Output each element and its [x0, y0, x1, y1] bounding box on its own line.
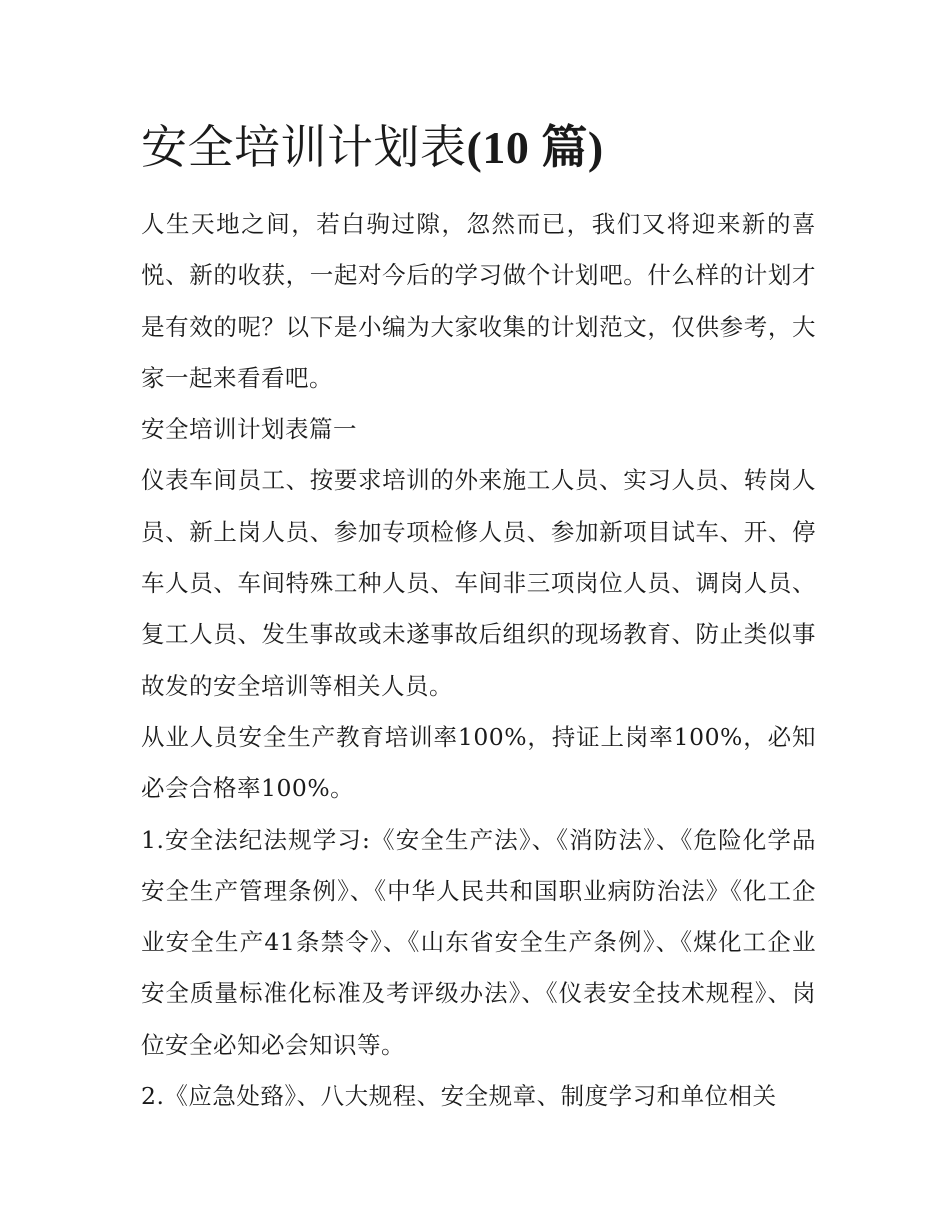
section-heading: 安全培训计划表篇一 [141, 415, 357, 444]
trainees-paragraph: 仪表车间员工、按要求培训的外来施工人员、实习人员、转岗人员、新上岗人员、参加专项检修人员、参加新项目试车、开、停车人员、车间特殊工种人员、车间非三项岗位人员、调岗人员、复工人员、发生事故或未遂事故后组织的现场教育、防止类似事故发的安全培训等相关人员。 [141, 466, 816, 700]
title-count: (10 篇) [466, 122, 604, 173]
document-title [141, 112, 816, 183]
content-item-2: 2.《应急处臵》、八大规程、安全规章、制度学习和单位相关 [141, 1082, 777, 1111]
title-text: 安全培训计划表 [141, 120, 467, 174]
targets-paragraph: 从业人员安全生产教育培训率100%，持证上岗率100%，必知必会合格率100%。 [141, 722, 816, 803]
intro-paragraph: 人生天地之间，若白驹过隙，忽然而已，我们又将迎来新的喜悦、新的收获，一起对今后的学习做个计划吧。什么样的计划才是有效的呢？以下是小编为大家收集的计划范文，仅供参考，大家一起来看看吧。 [141, 210, 816, 392]
content-item-1: 1.安全法纪法规学习:《安全生产法》、《消防法》、《危险化学品安全生产管理条例》、《中华人民共和国职业病防治法》《化工企业安全生产41条禁令》、《山东省安全生产条例》、《煤化工企业安全质量标准化标准及考评级办法》、《仪表安全技术规程》、岗位安全必知必会知识等。 [141, 825, 816, 1059]
document-body [141, 112, 816, 1122]
